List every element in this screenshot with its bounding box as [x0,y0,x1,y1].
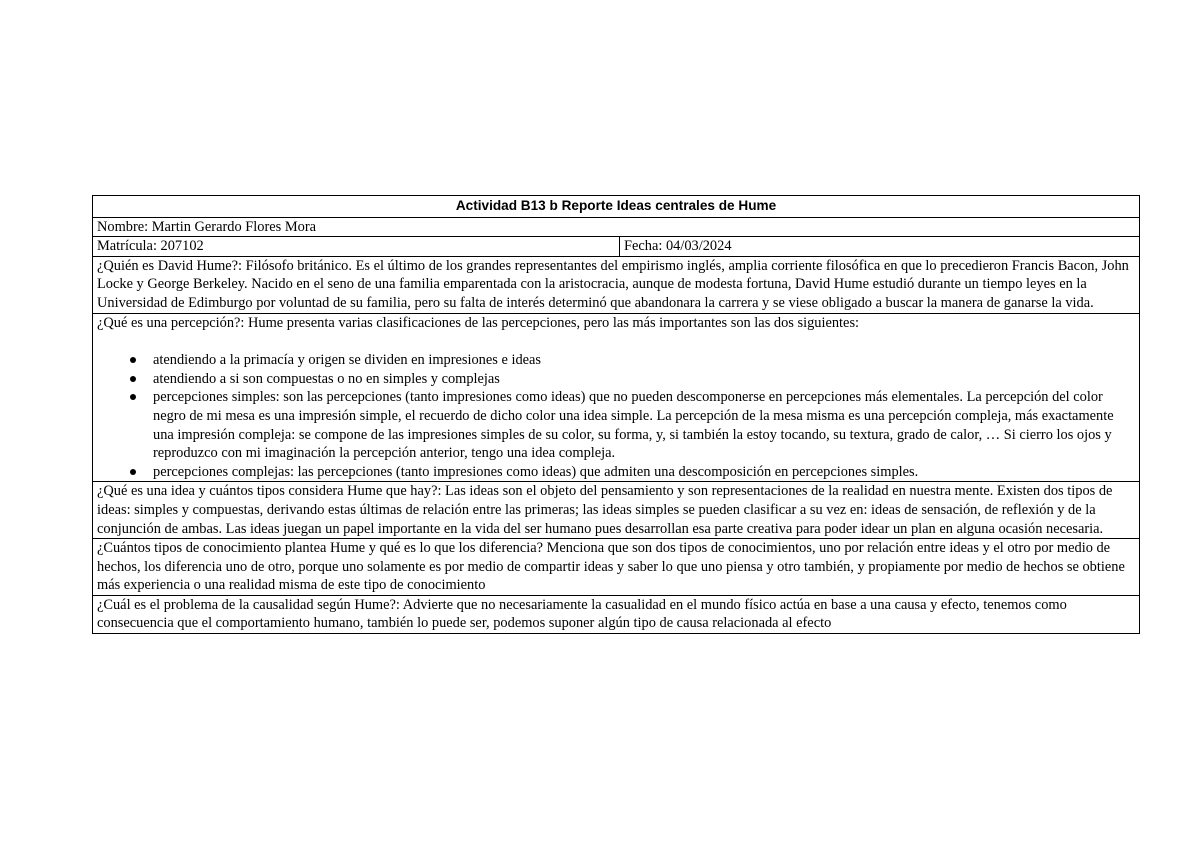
student-id: Matrícula: 207102 [93,237,620,257]
student-name: Nombre: Martin Gerardo Flores Mora [93,217,1140,237]
question-who-is-hume: ¿Quién es David Hume?: Filósofo británico. Es el último de los grandes representantes del empirismo inglés, amplia corriente filosófica en que lo precedieron Francis Bacon, John Locke y George Berkeley. Nacido en el seno de una familia emparentada con la aristocracia, aunque de modesta fortuna, David Hume estudió durante un tiempo leyes en la Universidad de Edimburgo por voluntad de su familia, pero su falta de interés determinó que abandonara la carrera y se viese obligado a buscar la manera de ganarse la vida. [93,256,1140,313]
question-knowledge-row [93,539,1140,596]
list-item: percepciones complejas: las percepciones (tanto impresiones como ideas) que admiten una descomposición en percepciones simples. [153,463,1135,482]
question-causality: ¿Cuál es el problema de la causalidad según Hume?: Advierte que no necesariamente la casualidad en el mundo físico actúa en base a una causa y efecto, tenemos como consecuencia que el comportamiento humano, también lo puede ser, podemos suponer algún tipo de causa relacionada al efecto [93,595,1140,633]
report-date: Fecha: 04/03/2024 [620,237,1140,257]
question-perception-row [93,313,1140,482]
report-table [92,195,1140,634]
list-item: atendiendo a si son compuestas o no en simples y complejas [153,370,1135,389]
list-item: percepciones simples: son las percepciones (tanto impresiones como ideas) que no pueden descomponerse en percepciones más elementales. La percepción del color negro de mi mesa es una impresión simple, el recuerdo de dicho color una idea simple. La percepción de la mesa misma es una percepción compleja, más exactamente una impresión compleja: se compone de las impresiones simples de su color, su forma, y, si también la estoy tocando, su textura, grado de calor, … Si cierro los ojos y reproduzco con mi imaginación la percepción anterior, tengo una idea compleja. [153,388,1135,462]
perception-bullet-list [97,351,1135,481]
question-idea: ¿Qué es una idea y cuántos tipos considera Hume que hay?: Las ideas son el objeto del pensamiento y son representaciones de la realidad en nuestra mente. Existen dos tipos de ideas: simples y compuestas, derivando estas últimas de relación entre las primeras; las ideas simples se pueden clasificar a su vez en: ideas de sensación, de reflexión y de la conjunción de ambas. Las ideas juegan un papel importante en la vida del ser humano pues desarrollan esa parte creativa para poder idear un plan en alguna ocasión necesaria. [93,482,1140,539]
title-row [93,196,1140,218]
question-knowledge: ¿Cuántos tipos de conocimiento plantea Hume y qué es lo que los diferencia? Menciona que son dos tipos de conocimientos, uno por relación entre ideas y el otro por medio de hechos, los diferencia uno de otro, porque uno solamente es por medio de compartir ideas y saber lo que uno piensa y otro también, y propiamente por medio de hechos se obtiene más experiencia o una realidad misma de este tipo de conocimiento [93,539,1140,596]
id-date-row [93,237,1140,257]
question-perception-intro: ¿Qué es una percepción?: Hume presenta varias clasificaciones de las percepciones, pero las más importantes son las dos siguientes: [97,314,860,331]
question-idea-row [93,482,1140,539]
list-item: atendiendo a la primacía y origen se dividen en impresiones e ideas [153,351,1135,370]
question-causality-row [93,595,1140,633]
document-title: Actividad B13 b Reporte Ideas centrales de Hume [93,196,1140,218]
name-row [93,217,1140,237]
question-who-row [93,256,1140,313]
question-perception-cell [93,313,1140,482]
